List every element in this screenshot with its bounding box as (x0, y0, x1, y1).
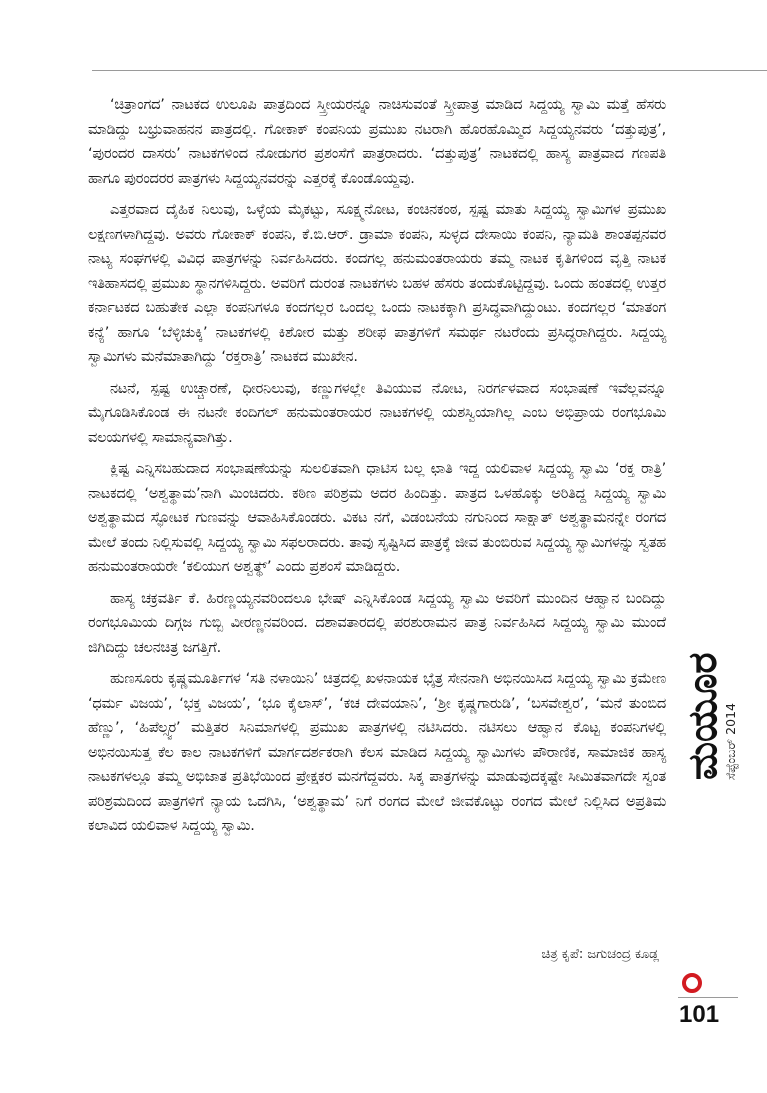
article-body (88, 93, 666, 846)
header-rule (92, 70, 767, 71)
paragraph: ‘ಚಿತ್ರಾಂಗದ’ ನಾಟಕದ ಉಲೂಪಿ ಪಾತ್ರದಿಂದ ಸ್ತ್ರೀಯರನ್ನೂ ನಾಚಿಸುವಂತೆ ಸ್ತ್ರೀಪಾತ್ರ ಮಾಡಿದ ಸಿದ್ದಯ್ಯ ಸ್ವಾಮಿ ಮತ್ತೆ ಹೆಸರು ಮಾಡಿದ್ದು ಬಭ್ರುವಾಹನನ ಪಾತ್ರದಲ್ಲಿ. ಗೋಕಾಕ್ ಕಂಪನಿಯ ಪ್ರಮುಖ ನಟರಾಗಿ ಹೊರಹೊಮ್ಮಿದ ಸಿದ್ದಯ್ಯನವರು ‘ದತ್ತುಪುತ್ರ’, ‘ಪುರಂದರ ದಾಸರು’ ನಾಟಕಗಳಿಂದ ನೋಡುಗರ ಪ್ರಶಂಸೆಗೆ ಪಾತ್ರರಾದರು. ‘ದತ್ತುಪುತ್ರ’ ನಾಟಕದಲ್ಲಿ ಹಾಸ್ಯ ಪಾತ್ರವಾದ ಗಣಪತಿ ಹಾಗೂ ಪುರಂದರರ ಪಾತ್ರಗಳು ಸಿದ್ದಯ್ಯನವರನ್ನು ಎತ್ತರಕ್ಕೆ ಕೊಂಡೊಯ್ದವು. (88, 97, 666, 187)
paragraph: ಹುಣಸೂರು ಕೃಷ್ಣಮೂರ್ತಿಗಳ ‘ಸತಿ ನಳಾಯಿನಿ’ ಚಿತ್ರದಲ್ಲಿ ಖಳನಾಯಕ ಭೈತ್ರ ಸೇನನಾಗಿ ಅಭಿನಯಿಸಿದ ಸಿದ್ದಯ್ಯ ಸ್ವಾಮಿ ಕ್ರಮೇಣ ‘ಧರ್ಮ ವಿಜಯ’, ‘ಭಕ್ತ ವಿಜಯ’, ‘ಭೂ ಕೈಲಾಸ್’, ‘ಕಚ ದೇವಯಾನಿ’, ‘ಶ್ರೀ ಕೃಷ್ಣಗಾರುಡಿ’, ‘ಬಸವೇಶ್ವರ’, ‘ಮನೆ ತುಂಬಿದ ಹೆಣ್ಣು’, ‘ಹಿಪೆಲ್ಸ್ವರ’ ಮತ್ತಿತರ ಸಿನಿಮಾಗಳಲ್ಲಿ ಪ್ರಮುಖ ಪಾತ್ರಗಳಲ್ಲಿ ನಟಿಸಿದರು. ನಟಿಸಲು ಆಹ್ವಾನ ಕೊಟ್ಟ ಕಂಪನಿಗಳಲ್ಲಿ ಅಭಿನಯಿಸುತ್ತ ಕೆಲ ಕಾಲ ನಾಟಕಗಳಿಗೆ ಮಾರ್ಗದರ್ಶಕರಾಗಿ ಕೆಲಸ ಮಾಡಿದ ಸಿದ್ದಯ್ಯ ಸ್ವಾಮಿಗಳು ಪೌರಾಣಿಕ, ಸಾಮಾಜಿಕ ಹಾಸ್ಯ ನಾಟಕಗಳಲ್ಲೂ ತಮ್ಮ ಅಭಿಜಾತ ಪ್ರತಿಭೆಯಿಂದ ಪ್ರೇಕ್ಷಕರ ಮನಗೆದ್ದವರು. ಸಿಕ್ಕ ಪಾತ್ರಗಳನ್ನು ಮಾಡುವುದಕ್ಕಷ್ಟೇ ಸೀಮಿತವಾಗದೇ ಸ್ವಂತ ಪರಿಶ್ರಮದಿಂದ ಪಾತ್ರಗಳಿಗೆ ನ್ಯಾಯ ಒದಗಿಸಿ, ‘ಅಶ್ವತ್ಥಾಮ’ ನಿಗೆ ರಂಗದ ಮೇಲೆ ಜೀವಕೊಟ್ಟು ರಂಗದ ಮೇಲೆ ನಿಲ್ಲಿಸಿದ ಅಪ್ರತಿಮ ಕಲಾವಿದ ಯಲಿವಾಳ ಸಿದ್ದಯ್ಯ ಸ್ವಾಮಿ. (88, 671, 666, 834)
side-banner (679, 630, 738, 990)
paragraph: ಎತ್ತರವಾದ ದೈಹಿಕ ನಿಲುವು, ಒಳ್ಳೆಯ ಮೈಕಟ್ಟು, ಸೂಕ್ಷ್ಮನೋಟ, ಕಂಚಿನಕಂಠ, ಸ್ಪಷ್ಟ ಮಾತು ಸಿದ್ದಯ್ಯ ಸ್ವಾಮಿಗಳ ಪ್ರಮುಖ ಲಕ್ಷಣಗಳಾಗಿದ್ದವು. ಅವರು ಗೋಕಾಕ್ ಕಂಪನಿ, ಕೆ.ಬಿ.ಆರ್. ಡ್ರಾಮಾ ಕಂಪನಿ, ಸುಳ್ಳದ ದೇಸಾಯಿ ಕಂಪನಿ, ನ್ಯಾಮತಿ ಶಾಂತಪ್ಪನವರ ನಾಟ್ಯ ಸಂಘಗಳಲ್ಲಿ ವಿವಿಧ ಪಾತ್ರಗಳನ್ನು ನಿರ್ವಹಿಸಿದರು. ಕಂದಗಲ್ಲ ಹನುಮಂತರಾಯರು ತಮ್ಮ ನಾಟಕ ಕೃತಿಗಳಿಂದ ವೃತ್ತಿ ನಾಟಕ ಇತಿಹಾಸದಲ್ಲಿ ಪ್ರಮುಖ ಸ್ಥಾನಗಳಿಸಿದ್ದರು. ಅವರಿಗೆ ದುರಂತ ನಾಟಕಗಳು ಬಹಳ ಹೆಸರು ತಂದುಕೊಟ್ಟಿದ್ದವು. ಒಂದು ಹಂತದಲ್ಲಿ ಉತ್ತರ ಕರ್ನಾಟಕದ ಬಹುತೇಕ ಎಲ್ಲಾ ಕಂಪನಿಗಳೂ ಕಂದಗಲ್ಲರ ಒಂದಲ್ಲ ಒಂದು ನಾಟಕಕ್ಕಾಗಿ ಪ್ರಸಿದ್ಧವಾಗಿದ್ದುಂಟು. ಕಂದಗಲ್ಲರ ‘ಮಾತಂಗ ಕನ್ಯೆ’ ಹಾಗೂ ‘ಬೆಳ್ಳಿಚುಕ್ಕಿ’ ನಾಟಕಗಳಲ್ಲಿ ಕಿಶೋರ ಮತ್ತು ಶರೀಫ ಪಾತ್ರಗಳಿಗೆ ಸಮರ್ಥ ನಟರೆಂದು ಪ್ರಸಿದ್ಧರಾಗಿದ್ದರು. ಸಿದ್ದಯ್ಯ ಸ್ವಾಮಿಗಳು ಮನೆಮಾತಾಗಿದ್ದು ‘ರಕ್ತರಾತ್ರಿ’ ನಾಟಕದ ಮುಖೇನ. (88, 202, 666, 365)
issue-date: ಸೆಪ್ಟೆಂಬರ್ 2014 (723, 703, 738, 780)
ring-icon (682, 973, 702, 993)
page-number: 101 (679, 1001, 720, 1028)
photo-credit: ಚಿತ್ರ ಕೃಪೆ: ಜಗುಚಂದ್ರ ಕೂಡ್ಲ (541, 947, 659, 962)
paragraph: ನಟನೆ, ಸ್ಪಷ್ಟ ಉಚ್ಚಾರಣೆ, ಧೀರನಿಲುವು, ಕಣ್ಣುಗಳಲ್ಲೇ ತಿವಿಯುವ ನೋಟ, ನಿರರ್ಗಳವಾದ ಸಂಭಾಷಣೆ ಇವೆಲ್ಲವನ್ನೂ ಮೈಗೂಡಿಸಿಕೊಂಡ ಈ ನಟನೇ ಕಂದಿಗಲ್ ಹನುಮಂತರಾಯರ ನಾಟಕಗಳಲ್ಲಿ ಯಶಸ್ವಿಯಾಗಿಲ್ಲ ಎಂಬ ಅಭಿಪ್ರಾಯ ರಂಗಭೂಮಿ ವಲಯಗಳಲ್ಲಿ ಸಾಮಾನ್ಯವಾಗಿತ್ತು. (88, 380, 666, 446)
paragraph: ಕ್ಲಿಷ್ಟ ಎನ್ನಿಸಬಹುದಾದ ಸಂಭಾಷಣೆಯನ್ನು ಸುಲಲಿತವಾಗಿ ಧಾಟಿಸ ಬಲ್ಲ ಛಾತಿ ಇದ್ದ ಯಲಿವಾಳ ಸಿದ್ದಯ್ಯ ಸ್ವಾಮಿ ‘ರಕ್ತ ರಾತ್ರಿ’ ನಾಟಕದಲ್ಲಿ ‘ಅಶ್ವತ್ಥಾಮ’ನಾಗಿ ಮಿಂಚಿದರು. ಕಠಿಣ ಪರಿಶ್ರಮ ಅದರ ಹಿಂದಿತ್ತು. ಪಾತ್ರದ ಒಳಹೊಕ್ಕು ಅರಿತಿದ್ದ ಸಿದ್ದಯ್ಯ ಸ್ವಾಮಿ ಅಶ್ವತ್ಥಾಮದ ಸ್ಫೋಟಕ ಗುಣವನ್ನು ಆವಾಹಿಸಿಕೊಂಡರು. ವಿಕಟ ನಗೆ, ವಿಡಂಬನೆಯ ನಗುನಿಂದ ಸಾಕ್ಷಾತ್ ಅಶ್ವತ್ಥಾಮನನ್ನೇ ರಂಗದ ಮೇಲೆ ತಂದು ನಿಲ್ಲಿಸುವಲ್ಲಿ ಸಿದ್ದಯ್ಯ ಸ್ವಾಮಿ ಸಫಲರಾದರು. ತಾವು ಸೃಷ್ಟಿಸಿದ ಪಾತ್ರಕ್ಕೆ ಜೀವ ತುಂಬಿರುವ ಸಿದ್ದಯ್ಯ ಸ್ವಾಮಿಗಳನ್ನು ಸ್ವತಹ ಹನುಮಂತರಾಯರೇ ‘ಕಲಿಯುಗ ಅಶ್ವತ್ಥ್’ ಎಂದು ಪ್ರಶಂಸೆ ಮಾಡಿದ್ದರು. (88, 461, 666, 575)
magazine-logo: ಮಯೂರ (680, 652, 726, 780)
paragraph: ಹಾಸ್ಯ ಚಕ್ರವರ್ತಿ ಕೆ. ಹಿರಣ್ಣಯ್ಯನವರಿಂದಲೂ ಭೇಷ್ ಎನ್ನಿಸಿಕೊಂಡ ಸಿದ್ದಯ್ಯ ಸ್ವಾಮಿ ಅವರಿಗೆ ಮುಂದಿನ ಆಹ್ವಾನ ಬಂದಿದ್ದು ರಂಗಭೂಮಿಯ ದಿಗ್ಗಜ ಗುಬ್ಬಿ ವೀರಣ್ಣನವರಿಂದ. ದಶಾವತಾರದಲ್ಲಿ ಪರಶುರಾಮನ ಪಾತ್ರ ನಿರ್ವಹಿಸಿದ ಸಿದ್ದಯ್ಯ ಸ್ವಾಮಿ ಮುಂದೆ ಜಿಗಿದಿದ್ದು ಚಲನಚಿತ್ರ ಜಗತ್ತಿಗೆ. (88, 590, 666, 656)
footer-rule (678, 997, 738, 998)
